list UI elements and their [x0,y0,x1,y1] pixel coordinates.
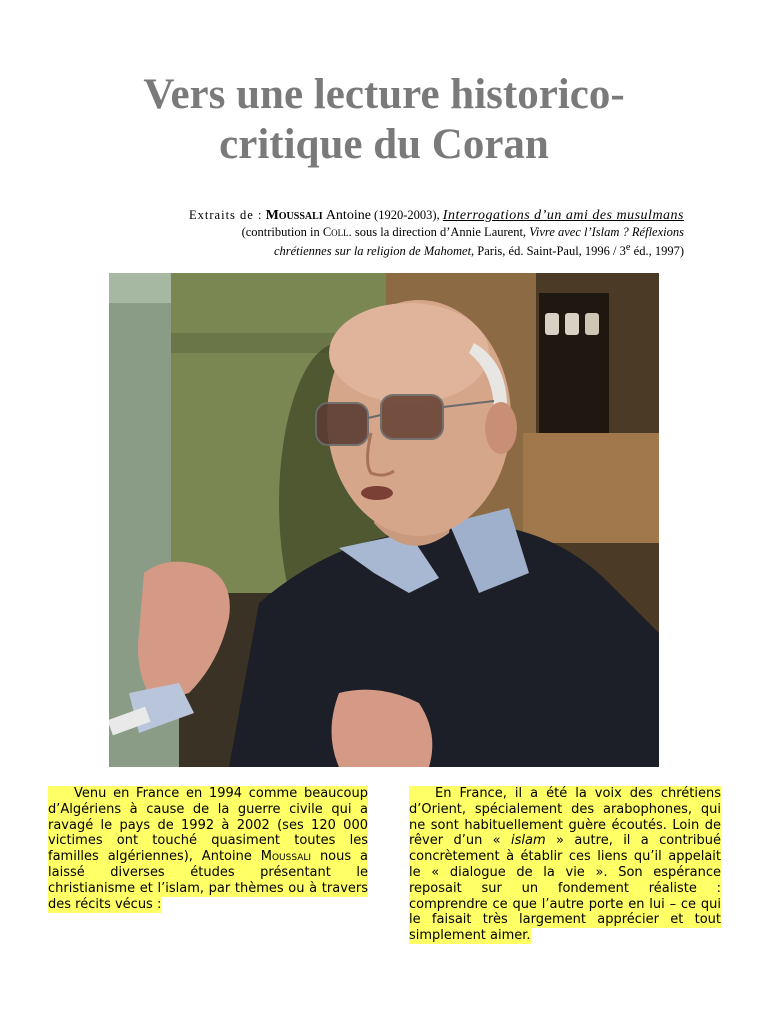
citation-line2-b: sous la direction d’Annie Laurent, [354,225,527,239]
document-title [60,70,708,170]
left-column-text [48,786,368,912]
left-para-name: Moussali [260,849,312,865]
title-line-2: critique du Coran [219,121,549,168]
citation-line2-italic: Vivre avec l’Islam ? Réflexions [529,225,684,239]
portrait-illustration [109,273,659,767]
citation-line3-b: , Paris, éd. Saint-Paul, 1996 / 3 [471,244,626,259]
author-dates: (1920-2003), [374,208,440,222]
source-lead: Extraits de : [189,208,263,222]
author-first-name: Antoine [325,208,371,223]
citation-coll: Coll. [322,225,352,239]
title-line-1: Vers une lecture historico- [143,71,625,118]
citation-line3-italic: chrétiennes sur la religion de Mahomet [273,244,472,259]
portrait-photo [109,273,659,767]
source-citation [64,207,684,259]
book-title: Interrogations d’un ami des musulmans [442,208,684,223]
citation-line2-a: (contribution in [241,225,320,239]
left-para-part2: nous a laissé diverses études présentant le christianisme et l’islam, par thèmes ou à travers des récits vécus : [48,849,368,912]
right-column-text [409,786,721,944]
citation-line3-c: éd., 1997) [630,244,684,259]
author-last-name: Moussali [265,208,323,223]
right-para-islam: islam [511,833,546,849]
citation-edition-sup: e [625,242,631,253]
right-para-part1: En France, il a été la voix des chrétiens d’Orient, spécialement des arabophones, qui ne sont habituellement guère écoutés. Loin de rêver d’un « [409,786,721,849]
right-para-part2: » autre, il a contribué concrètement à établir ces liens qu’il appelait le « dialogue de la vie ». Son espérance reposait sur un fondement réaliste : comprendre ce que l’autre porte en lui – ce qui le faisait très largement apprécier et tout simplement aimer. [409,833,721,944]
left-para-part1: Venu en France en 1994 comme beaucoup d’Algériens à cause de la guerre civile qui a ravagé le pays de 1992 à 2002 (ses 120 000 victimes ont touché quasiment toutes les familles algériennes), Antoine [48,786,368,865]
